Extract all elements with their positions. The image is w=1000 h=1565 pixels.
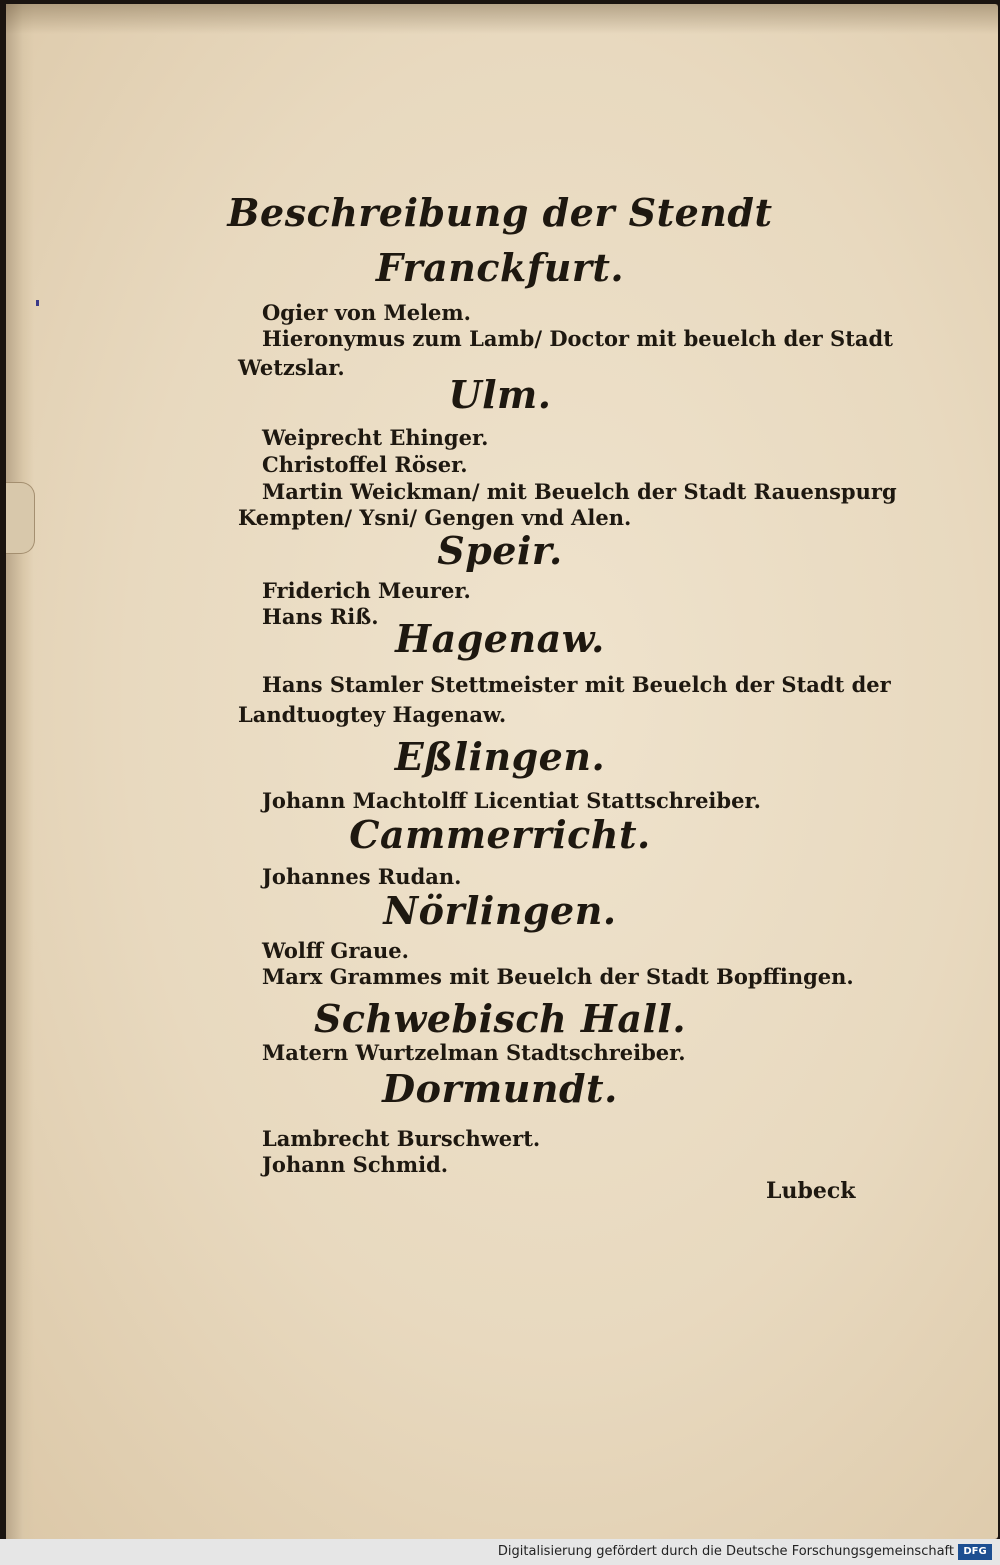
section-heading-speir: Speir. bbox=[437, 528, 563, 573]
entry-line: Johannes Rudan. bbox=[262, 864, 462, 889]
section-heading-franckfurt: Franckfurt. bbox=[375, 245, 625, 290]
entry-line: Hieronymus zum Lamb/ Doctor mit beuelch der Stadt bbox=[262, 326, 893, 351]
entry-line: Wolff Graue. bbox=[262, 938, 409, 963]
entry-line: Wetzslar. bbox=[238, 355, 345, 380]
entry-line: Marx Grammes mit Beuelch der Stadt Bopffingen. bbox=[262, 964, 854, 989]
entry-line: Ogier von Melem. bbox=[262, 300, 471, 325]
entry-line: Weiprecht Ehinger. bbox=[262, 425, 489, 450]
entry-line: Christoffel Röser. bbox=[262, 452, 468, 477]
section-heading-schwebisch-hall: Schwebisch Hall. bbox=[313, 996, 687, 1041]
dfg-logo: DFG bbox=[958, 1544, 992, 1560]
footer-bar bbox=[0, 1539, 1000, 1565]
entry-line: Landtuogtey Hagenaw. bbox=[238, 702, 507, 727]
entry-line: Matern Wurtzelman Stadtschreiber. bbox=[262, 1040, 686, 1065]
section-heading-noerlingen: Nörlingen. bbox=[383, 888, 617, 933]
entry-line: Hans Stamler Stettmeister mit Beuelch der Stadt der bbox=[262, 672, 891, 697]
section-heading-cammerricht: Cammerricht. bbox=[349, 812, 651, 857]
entry-line: Friderich Meurer. bbox=[262, 578, 471, 603]
footer-credit: Digitalisierung gefördert durch die Deutsche Forschungsgemeinschaft bbox=[497, 1544, 954, 1559]
catchword: Lubeck bbox=[766, 1178, 856, 1204]
section-heading-esslingen: Eßlingen. bbox=[394, 734, 606, 779]
section-heading-ulm: Ulm. bbox=[448, 372, 552, 417]
section-heading-hagenaw: Hagenaw. bbox=[395, 616, 605, 661]
section-heading-dormundt: Dormundt. bbox=[382, 1066, 618, 1111]
entry-line: Johann Machtolff Licentiat Stattschreiber. bbox=[262, 788, 761, 813]
page-title: Beschreibung der Stendt bbox=[227, 190, 773, 235]
entry-line: Johann Schmid. bbox=[262, 1152, 449, 1177]
entry-line: Lambrecht Burschwert. bbox=[262, 1126, 541, 1151]
entry-line: Martin Weickman/ mit Beuelch der Stadt Rauenspurg bbox=[262, 479, 897, 504]
entry-line: Kempten/ Ysni/ Gengen vnd Alen. bbox=[238, 505, 632, 530]
page-shadow bbox=[6, 4, 998, 34]
ink-mark bbox=[36, 300, 39, 306]
entry-line: Hans Riß. bbox=[262, 604, 379, 629]
